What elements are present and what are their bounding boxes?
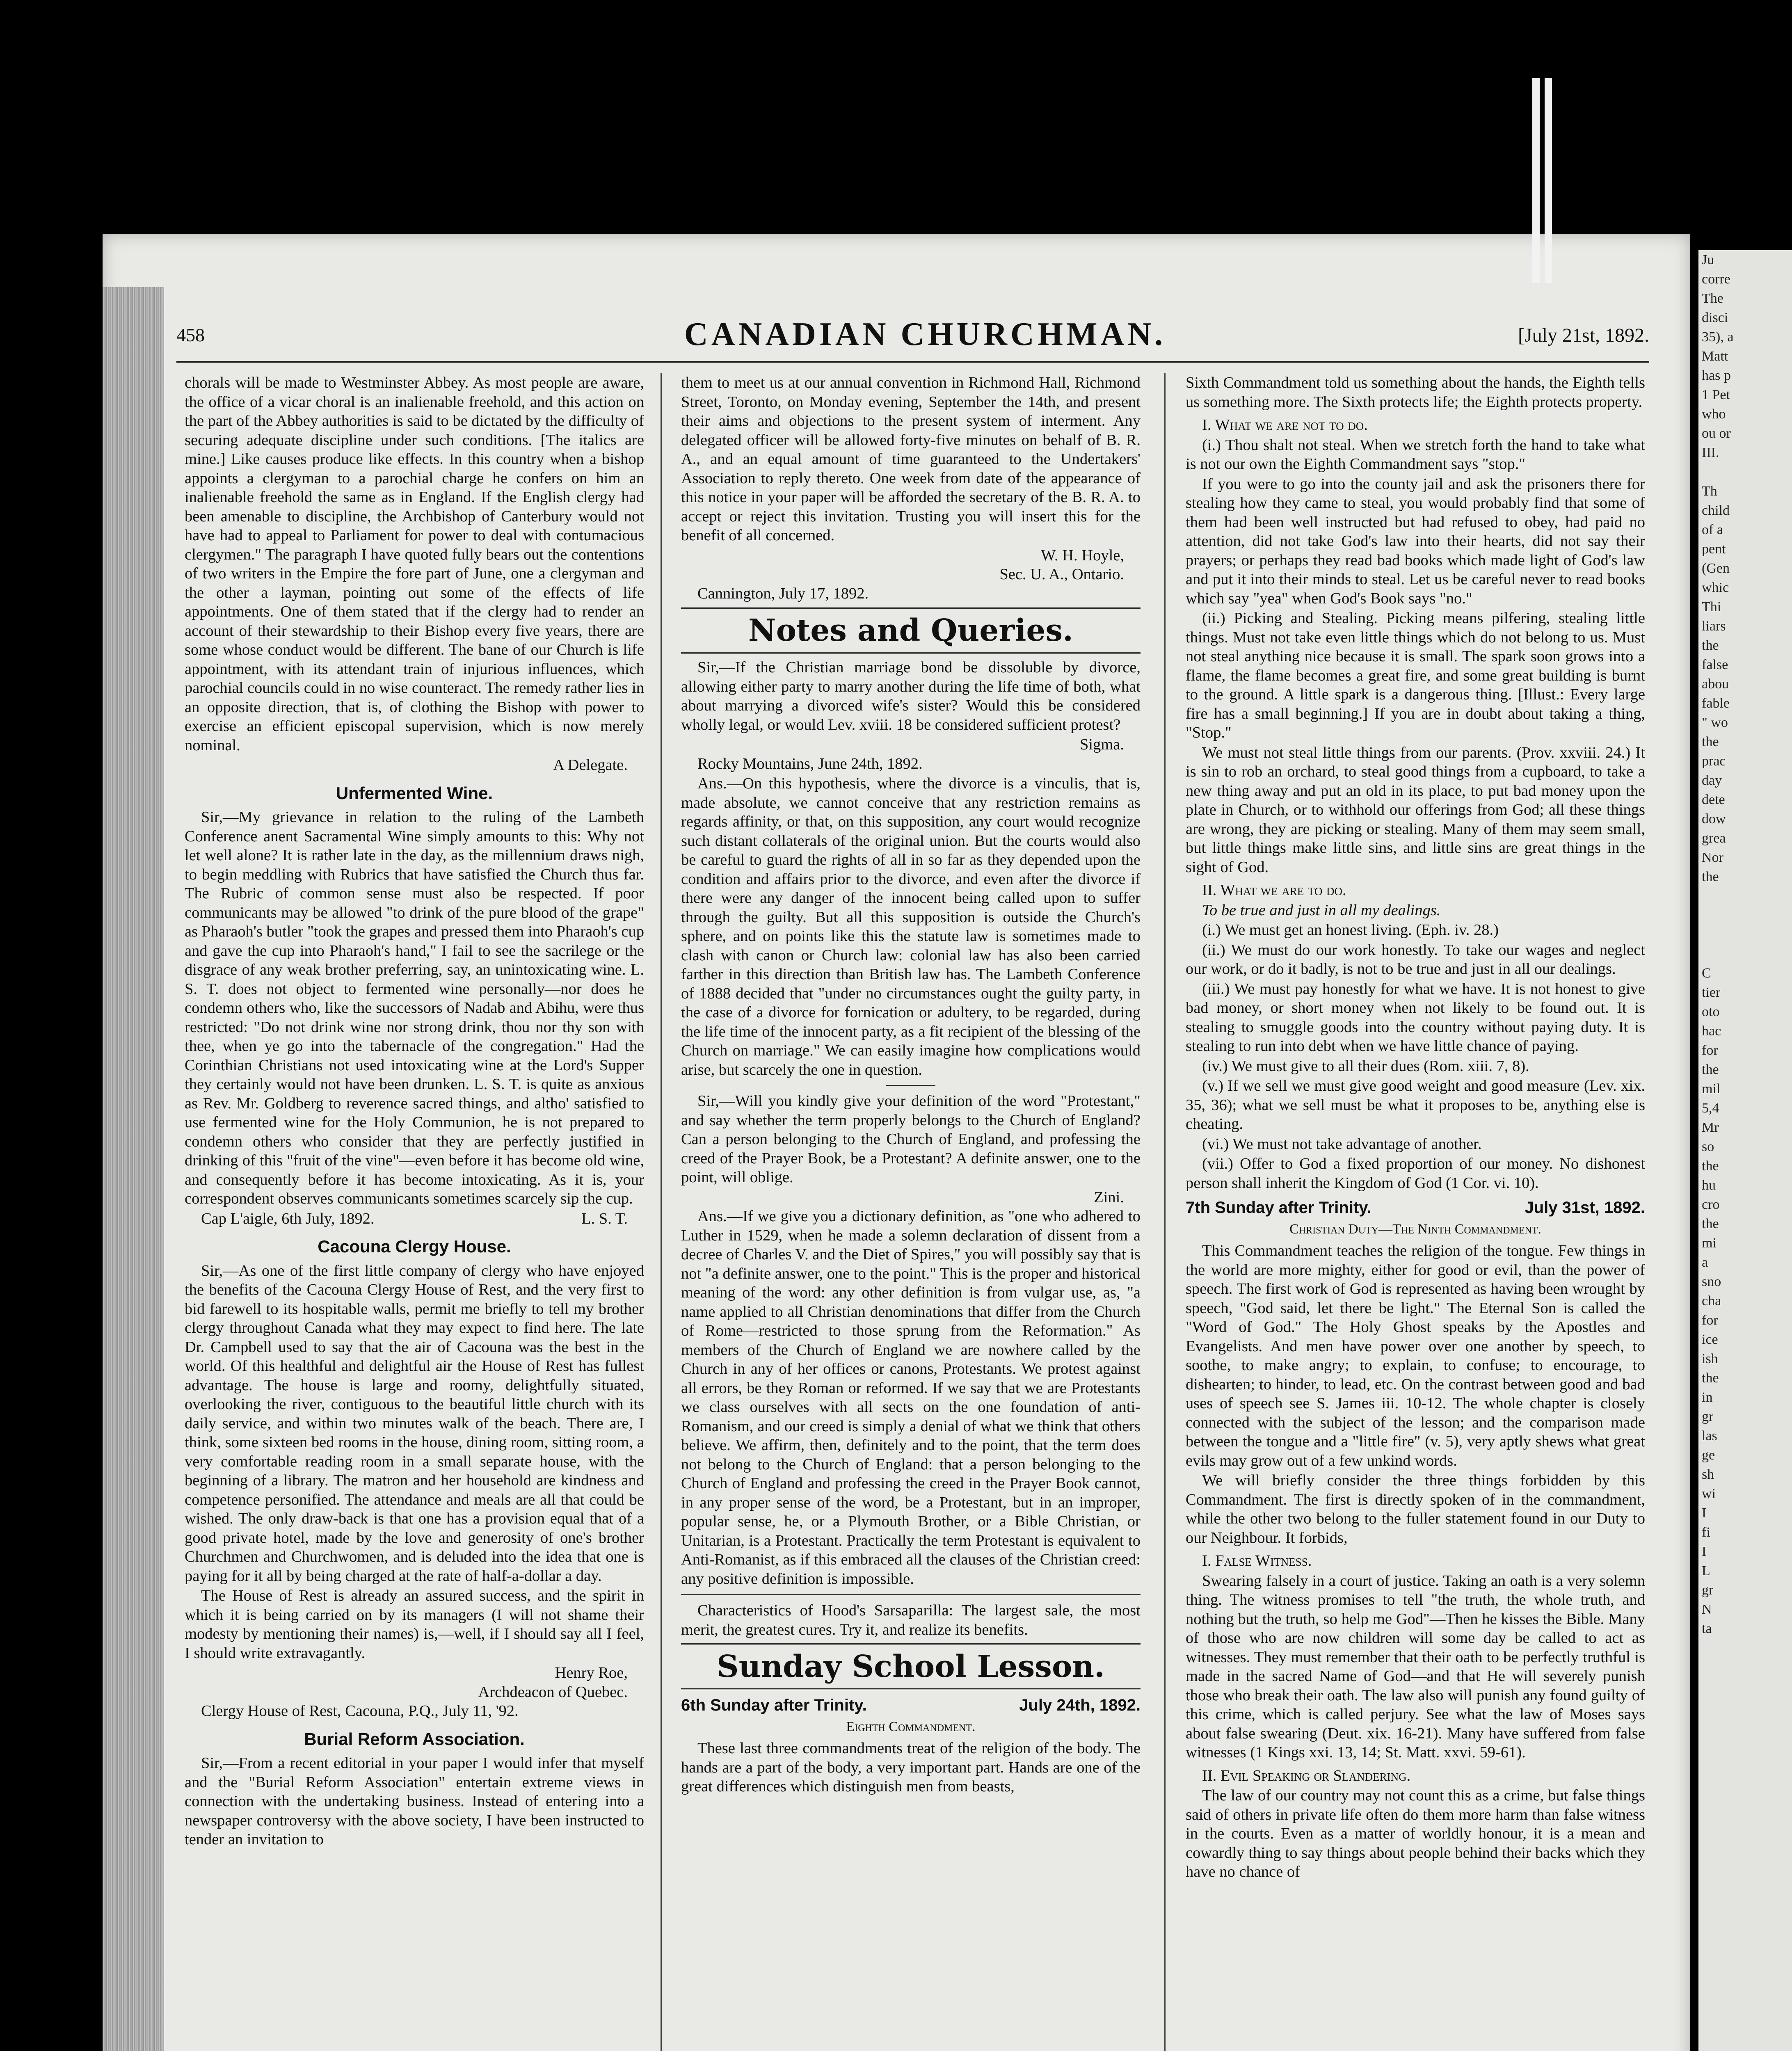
adjacent-page-fragment: III. — [1702, 445, 1719, 460]
lesson-body: (vii.) Offer to God a fixed proportion of our money. No dishonest person shall inherit the Kingdom of God (1 Cor. vi. 10). — [1186, 1155, 1645, 1192]
signature: L. S. T. — [581, 1210, 628, 1227]
dateline-text: Cap L'aigle, 6th July, 1892. — [201, 1210, 375, 1227]
adjacent-page-fragment: mil — [1702, 1081, 1721, 1096]
adjacent-page-fragment: abou — [1702, 676, 1729, 692]
adjacent-page-fragment: dete — [1702, 792, 1725, 807]
letter-body: The House of Rest is already an assured success, and the spirit in which it is being carried on by its managers (I will not shame their modesty by mentioning their names) is,—well, if I should say all I feel, I should write extravagantly. — [185, 1587, 644, 1662]
adjacent-page-fragment: in — [1702, 1390, 1713, 1405]
film-marker-top-1 — [1532, 78, 1540, 283]
lesson-subtitle: Eighth Commandment. — [846, 1719, 976, 1734]
dateline — [185, 1209, 644, 1229]
column-divider-1 — [661, 373, 662, 2051]
adjacent-page-fragment: of a — [1702, 522, 1723, 537]
adjacent-page-fragment — [1698, 906, 1792, 925]
lesson-continuation: Sixth Commandment told us something about the hands, the Eighth tells us something more. The Sixth protects life; the Eighth protects property. — [1186, 374, 1645, 411]
adjacent-page-fragment: the — [1702, 638, 1719, 653]
adjacent-page-fragment: Mr — [1702, 1120, 1719, 1135]
header-rule — [176, 361, 1649, 363]
adjacent-page-fragment — [1698, 925, 1792, 944]
adjacent-page-fragment: mi — [1702, 1236, 1717, 1251]
lesson-body: (iv.) We must give to all their dues (Rom. xiii. 7, 8). — [1202, 1057, 1529, 1075]
lesson-subtitle: Christian Duty—The Ninth Commandment. — [1289, 1221, 1541, 1237]
advertisement: Characteristics of Hood's Sarsaparilla: The largest sale, the most merit, the greatest cures. Try it, and realize its benefits. — [681, 1602, 1141, 1638]
lesson-date-row — [1186, 1198, 1645, 1217]
adjacent-page-fragment: L — [1702, 1563, 1710, 1578]
query: Sir,—Will you kindly give your definition of the word "Protestant," and say whether the term properly belongs to the Church of England? Can a person belonging to the Church of England, and professing the creed of the Prayer Book, be a Protestant? A definite answer, one to the point, will oblige. — [681, 1092, 1141, 1186]
section-heading: Notes and Queries. — [681, 607, 1141, 654]
adjacent-page-fragment: day — [1702, 773, 1722, 788]
adjacent-page-fragment: fable — [1702, 696, 1730, 711]
adjacent-page-fragment: ice — [1702, 1332, 1718, 1347]
letter-continuation: chorals will be made to Westminster Abbey. As most people are aware, the office of a vicar choral is an inalienable freehold, and this action on the part of the Abbey authorities is said to be dictated by the difficulty of securing adequate discipline under such conditions. [The italics are mine.] Like causes produce like effects. In this country when a bishop appoints a clergyman to a parochial charge he confers on him an inalienable freehold the same as in England. If the English clergy had been amenable to discipline, the Archbishop of Canterbury would not have had to appeal to Parliament for power to deal with contumacious clergymen." The paragraph I have quoted fully bears out the contentions of two writers in the Empire the fore part of June, one a clergyman and the other a layman, pointing out some of the effects of life appointments. One of them stated that if the clergy had to render an account of their stewardship to their Bishop every five years, there are some whose conduct would be different. The bane of our Church is life appointment, with its attendant train of injurious influences, which parochial councils could in no wise counteract. The remedy rather lies in an opposite direction, that is, of clothing the Bishop with power to exercise an efficient episcopal supervision, which is now merely nominal. — [185, 374, 644, 754]
lesson-body: (vi.) We must not take advantage of another. — [1202, 1135, 1482, 1153]
adjacent-page-strip — [1698, 250, 1792, 2051]
signature-name: Henry Roe, — [555, 1664, 628, 1681]
adjacent-page-fragment: corre — [1702, 272, 1730, 287]
separator — [886, 1085, 935, 1086]
adjacent-page-fragment: a — [1702, 1255, 1708, 1270]
query: Sir,—If the Christian marriage bond be dissoluble by divorce, allowing either party to marry another during the life time of both, what about marrying a divorced wife's sister? Would this be considered wholly legal, or would Lev. xviii. 18 be considered sufficient protest? — [681, 659, 1141, 733]
adjacent-page-fragment: gr — [1702, 1409, 1714, 1424]
adjacent-page-fragment: hu — [1702, 1178, 1716, 1193]
page-edge-stack — [103, 287, 164, 2051]
dateline: Clergy House of Rest, Cacouna, P.Q., July 11, '92. — [201, 1702, 519, 1720]
lesson-title: 7th Sunday after Trinity. — [1186, 1199, 1371, 1217]
signature-name: W. H. Hoyle, — [1041, 546, 1124, 564]
adjacent-page-fragment: I — [1702, 1505, 1707, 1521]
adjacent-page-fragment: sh — [1702, 1467, 1714, 1482]
lesson-body: (i.) We must get an honest living. (Eph. iv. 28.) — [1202, 921, 1499, 939]
adjacent-page-fragment: for — [1702, 1313, 1718, 1328]
adjacent-page-fragment — [1698, 886, 1792, 906]
lesson-body: These last three commandments treat of the religion of the body. The hands are a part of the body, a very important part. Hands are one of the great differences which distinguish men from beasts, — [681, 1740, 1141, 1795]
adjacent-page-fragment: sno — [1702, 1274, 1721, 1289]
lesson-body: (ii.) Picking and Stealing. Picking means pilfering, stealing little things. Must not take even little things which do not belong to us. Must not steal anything nice because it is small. The spark soon grows into a flame, the flame becomes a great fire, and some great building is burnt to the ground. A little spark is a dangerous thing. [Illust.: Every large fire has a small beginning.] If you are in doubt about taking a thing, "Stop." — [1186, 610, 1645, 741]
answer: Ans.—If we give you a dictionary definition, as "one who adhered to Luther in 1529, when he made a solemn declaration of dissent from a decree of Charles V. and the Diet of Spires," you will possibly say that is not "a definite answer, one to the point." This is the proper and historical meaning of the word: any other definition is from vulgar use, as, "a name applied to all Christian denominations that differ from the Church of Rome—restricted to those sprung from the Reformation." As members of the Church of England we are nowhere called by the Church in any of her offices or canons, Protestants. We protest against all errors, be they Roman or reformed. If we say that we are Protestants we class ourselves with all sects on the one foundation of anti-Romanism, and our creed is simply a denial of what we think that others believe. We affirm, then, definitely and to the point, that the term does not belong to the Church of England: that a person belonging to the Church of England and professing the creed in the Prayer Book cannot, in any proper sense of the word, be a Protestant, but in an improper, popular sense, he, or a Plymouth Brother, or a Bible Christian, or Unitarian, is a Protestant. Practically the term Protestant is equivalent to Anti-Romanist, as if this embraced all the clauses of the Christian creed: any positive definition is impossible. — [681, 1208, 1141, 1587]
column-divider-2 — [1164, 373, 1166, 2051]
adjacent-page-fragment: the — [1702, 1216, 1719, 1231]
lesson-body: (i.) Thou shalt not steal. When we stretch forth the hand to take what is not our own the Eighth Commandment says "stop." — [1186, 436, 1645, 473]
lesson-section: II. Evil Speaking or Slandering. — [1202, 1767, 1411, 1784]
adjacent-page-fragment: Th — [1702, 484, 1717, 499]
adjacent-page-fragment: grea — [1702, 831, 1726, 846]
page-header — [176, 312, 1674, 357]
adjacent-page-fragment: I — [1702, 1544, 1707, 1559]
adjacent-page-fragment: the — [1702, 734, 1719, 749]
adjacent-page-fragment: N — [1702, 1602, 1712, 1617]
adjacent-page-fragment: disci — [1702, 310, 1728, 325]
dateline: Rocky Mountains, June 24th, 1892. — [697, 755, 923, 772]
adjacent-page-fragment: ou or — [1702, 426, 1731, 441]
adjacent-page-fragment: gr — [1702, 1583, 1714, 1598]
adjacent-page-fragment: whic — [1702, 580, 1729, 595]
article-heading: Burial Reform Association. — [304, 1729, 525, 1749]
adjacent-page-fragment: has p — [1702, 368, 1731, 383]
adjacent-page-fragment: The — [1702, 291, 1723, 306]
adjacent-page-fragment: Ju — [1702, 252, 1714, 267]
adjacent-page-fragment: for — [1702, 1043, 1718, 1058]
adjacent-page-fragment: liars — [1702, 619, 1726, 634]
lesson-section: I. False Witness. — [1202, 1552, 1312, 1569]
adjacent-page-fragment: " wo — [1702, 715, 1728, 730]
adjacent-page-fragment: 35), a — [1702, 329, 1734, 345]
lesson-body: If you were to go into the county jail and ask the prisoners there for stealing how they came to steal, you would probably find that some of them had been well instructed but had refused to obey, had paid no attention, did not take God's law into their hearts, did not say their prayers; or perhaps they read bad books which made light of God's law and put it into their minds to steal. Let us be careful never to read books which say "yea" when God's Book says "no." — [1186, 475, 1645, 607]
letter-continuation: them to meet us at our annual convention in Richmond Hall, Richmond Street, Toronto, on Monday evening, September the 14th, and present their aims and objections to the present system of interment. Any delegated officer will be allowed forty-five minutes on behalf of B. R. A., and an equal amount of time guaranteed to the Undertakers' Association to reply thereto. One week from date of the appearance of this notice in your paper will be afforded the secretary of the B. R. A. to accept or reject this invitation. Trusting you will insert this for the benefit of all concerned. — [681, 374, 1141, 544]
lesson-section: II. What we are to do. — [1202, 882, 1346, 899]
signature: A Delegate. — [553, 756, 628, 774]
adjacent-page-fragment: prac — [1702, 754, 1726, 769]
adjacent-page-fragment: oto — [1702, 1004, 1720, 1019]
adjacent-page-fragment: Thi — [1702, 599, 1721, 614]
lesson-body: We will briefly consider the three things forbidden by this Commandment. The first is directly spoken of in the commandment, while the other two belong to the fuller statement found in our Duty to our Neighbour. It forbids, — [1186, 1472, 1645, 1546]
column-3 — [1186, 373, 1645, 2051]
adjacent-page-fragment: the — [1702, 1370, 1719, 1386]
section-heading: Sunday School Lesson. — [681, 1643, 1141, 1690]
adjacent-page-fragment: tier — [1702, 985, 1721, 1000]
adjacent-page-fragment: las — [1702, 1428, 1717, 1443]
signature: Sigma. — [1079, 736, 1124, 753]
adjacent-page-fragment: cro — [1702, 1197, 1720, 1212]
separator — [681, 1594, 1141, 1595]
adjacent-page-fragment — [1698, 944, 1792, 964]
lesson-body: We must not steal little things from our parents. (Prov. xxviii. 24.) It is sin to rob an orchard, to steal good things from a cupboard, to take a new thing away and put an old in its place, to put bad money upon the plate in Church, or to withhold our offerings from God; all these things are wrong, they are picking or stealing. Many of them may seem small, but little things make little sins, and little sins are great things in the sight of God. — [1186, 744, 1645, 876]
lesson-body: (v.) If we sell we must give good weight and good measure (Lev. xix. 35, 36); what we sell must be what it proposes to be, anything else is cheating. — [1186, 1077, 1645, 1133]
lesson-body: Swearing falsely in a court of justice. Taking an oath is a very solemn thing. The witness promises to tell "the truth, the whole truth, and nothing but the truth, so help me God"—Then he kisses the Bible. Many of those who are now children will some day be called to act as witnesses. They must remember that their oath to be perfectly truthful is made in the sacred Name of God—and that He will severely punish those who break their oath. The law also will punish any found guilty of this crime, which is called perjury. See what the law of Moses says about false swearing (Deut. xix. 16-21). Many have suffered from false witnesses (1 Kings xxi. 13, 14; St. Matt. xxvi. 59-61). — [1186, 1572, 1645, 1761]
adjacent-page-fragment: ge — [1702, 1448, 1715, 1463]
column-1 — [185, 373, 644, 2051]
adjacent-page-fragment: child — [1702, 503, 1730, 518]
adjacent-page-fragment: (Gen — [1702, 561, 1730, 576]
lesson-body: (iii.) We must pay honestly for what we have. It is not honest to give bad money, or short money when not likely to be found out. It is stealing to smuggle goods into the country without paying duty. It is stealing to run into debt when we have little chance of paying. — [1186, 980, 1645, 1055]
adjacent-page-fragment: who — [1702, 407, 1726, 422]
article-heading: Cacouna Clergy House. — [318, 1237, 511, 1256]
adjacent-page-fragment: fi — [1702, 1525, 1710, 1540]
lesson-title: 6th Sunday after Trinity. — [681, 1696, 867, 1714]
adjacent-page-fragment: hac — [1702, 1023, 1721, 1039]
lesson-body: (ii.) We must do our work honestly. To take our wages and neglect our work, or do it badly, is not to be true and just in all our dealings. — [1186, 941, 1645, 978]
lesson-date-row — [681, 1696, 1141, 1715]
dateline: Cannington, July 17, 1892. — [697, 585, 869, 602]
adjacent-page-fragment: ta — [1702, 1621, 1712, 1636]
adjacent-page-fragment: the — [1702, 869, 1719, 884]
signature-title: Sec. U. A., Ontario. — [999, 566, 1124, 583]
adjacent-page-fragment: 5,4 — [1702, 1101, 1719, 1116]
adjacent-page-fragment: cha — [1702, 1293, 1721, 1309]
lesson-body: This Commandment teaches the religion of the tongue. Few things in the world are more mighty, either for good or evil, than the power of speech. The first work of God is represented as having been wrought by speech, "God said, let there be light." The Eternal Son is called the "Word of God." The Holy Ghost speaks by the Apostles and Evangelists. And men have power over one another by speech, to soothe, to make angry; to explain, to confuse; to encourage, to dishearten; to hinder, to lead, etc. On the contrast between good and bad uses of speech see S. James iii. 10-12. The whole chapter is closely connected with the subject of the lesson; and the comparison made between the tongue and a "little fire" (v. 5), very aptly shews what great evils may grow out of a few unkind words. — [1186, 1242, 1645, 1469]
letter-body: Sir,—My grievance in relation to the ruling of the Lambeth Conference anent Sacramental Wine simply amounts to this: Why not let well alone? It is rather late in the day, as the millennium draws nigh, to begin meddling with Rubrics that have satisfied the Church thus far. The Rubric of common sense must also be respected. If poor communicants may be allowed "to drink of the pure blood of the grape" as Pharaoh's butler "took the grapes and pressed them into Pharaoh's cup and gave the cup into Pharaoh's hand," I fail to see the sacrilege or the disgrace of any weak brother preferring, say, an unintoxicating wine. L. S. T. does not object to fermented wine personally—nor does he condemn others who, like the successors of Nadab and Abihu, were thus restricted: "Do not drink wine nor strong drink, thou nor thy son with thee, when ye go into the tabernacle of the congregation." Had the Corinthian Christians not used intoxicating wine at the Lord's Supper they certainly would not have been drunken. L. S. T. is quite as anxious as Rev. Mr. Goldberg to reverence sacred things, and altho' satisfied to use fermented wine for the Holy Communion, he is not prepared to condemn others who consider that they are perfectly justified in drinking of this "fruit of the vine"—even before it has become old wine, and consequently before it has become intoxicating. As it is, your correspondent observes communicants sometimes scarcely sip the cup. — [185, 809, 644, 1207]
adjacent-page-fragment: Matt — [1702, 349, 1728, 364]
signature-title: Archdeacon of Quebec. — [478, 1683, 628, 1701]
adjacent-page-fragment: wi — [1702, 1486, 1716, 1501]
adjacent-page-fragment: ish — [1702, 1351, 1718, 1366]
column-2 — [681, 373, 1141, 2051]
adjacent-page-fragment: so — [1702, 1139, 1714, 1154]
adjacent-page-fragment: dow — [1702, 811, 1726, 827]
letter-body: Sir,—From a recent editorial in your paper I would infer that myself and the "Burial Reform Association" entertain extreme views in connection with the undertaking business. Instead of entering into a newspaper controversy with the above society, I have been instructed to tender an invitation to — [185, 1754, 644, 1848]
adjacent-page-fragment: the — [1702, 1158, 1719, 1174]
signature: Zini. — [1094, 1188, 1124, 1206]
masthead-title: CANADIAN CHURCHMAN. — [684, 316, 1166, 352]
letter-body: Sir,—As one of the first little company of clergy who have enjoyed the benefits of the Cacouna Clergy House of Rest, and the very first to bid farewell to its hospitable walls, permit me briefly to tell my brother clergy throughout Canada what they may expect to find here. The late Dr. Campbell used to say that the air of Cacouna was the best in the world. Of this healthful and delightful air the House of Rest has fullest advantage. The house is large and roomy, delightfully situated, overlooking the river, contiguous to the beautiful little church with its daily service, and within two minutes walk of the beach. There are, I think, some sixteen bed rooms in the house, dining room, sitting room, a very comfortable reading room in a small separate house, with the beginning of a library. The matron and her household are kindness and competence personified. The attendance and meals are all that could be wished. The only draw-back is that one has a provision equal that of a good private hotel, made by the love and generosity of one's brother Churchmen and Churchwomen, and is deluded into the idea that one is paying for it all by being charged at the rate of half-a-dollar a day. — [185, 1262, 644, 1585]
lesson-date: July 31st, 1892. — [1525, 1199, 1645, 1217]
film-marker-top-2 — [1545, 78, 1552, 283]
adjacent-page-fragment: Nor — [1702, 850, 1723, 865]
page-number: 458 — [176, 324, 205, 345]
adjacent-page-fragment: false — [1702, 657, 1728, 672]
adjacent-page-fragment: pent — [1702, 541, 1726, 557]
issue-date: [July 21st, 1892. — [1518, 324, 1649, 346]
lesson-body: To be true and just in all my dealings. — [1202, 901, 1441, 919]
adjacent-page-fragment: 1 Pet — [1702, 387, 1730, 402]
adjacent-page-fragment — [1698, 462, 1792, 482]
adjacent-page-fragment: C — [1702, 966, 1711, 981]
article-heading: Unfermented Wine. — [336, 783, 493, 803]
adjacent-page-fragment: the — [1702, 1062, 1719, 1077]
lesson-date: July 24th, 1892. — [1019, 1696, 1141, 1714]
lesson-body: The law of our country may not count this as a crime, but false things said of others in private life often do them more harm than false witness in the courts. Even as a matter of worldly honour, it is a mean and cowardly thing to say things about people behind their backs which they have no chance of — [1186, 1787, 1645, 1880]
answer: Ans.—On this hypothesis, where the divorce is a vinculis, that is, made absolute, we cannot conceive that any restriction remains as regards affinity, or that, on this supposition, any court would recognize such distant collaterals of the original union. But the courts would also be careful to guard the rights of all in so far as they depended upon the condition and affairs prior to the divorce, and even after the divorce if there were any danger of the innocent being called upon to suffer through the guilty. But all this supposition is outside the Church's sphere, and on points like this the statute law is sometimes made to clash with canon or Church law: colonial law has also been carried farther in this direction than British law has. The Lambeth Conference of 1888 decided that "under no circumstances ought the guilty party, in the case of a divorce for fornication or adultery, to be regarded, during the life time of the innocent party, as a fit recipient of the blessing of the Church on marriage." We can easily imagine how complications would arise, but scarcely the one in question. — [681, 775, 1141, 1078]
lesson-section: I. What we are not to do. — [1202, 416, 1368, 434]
